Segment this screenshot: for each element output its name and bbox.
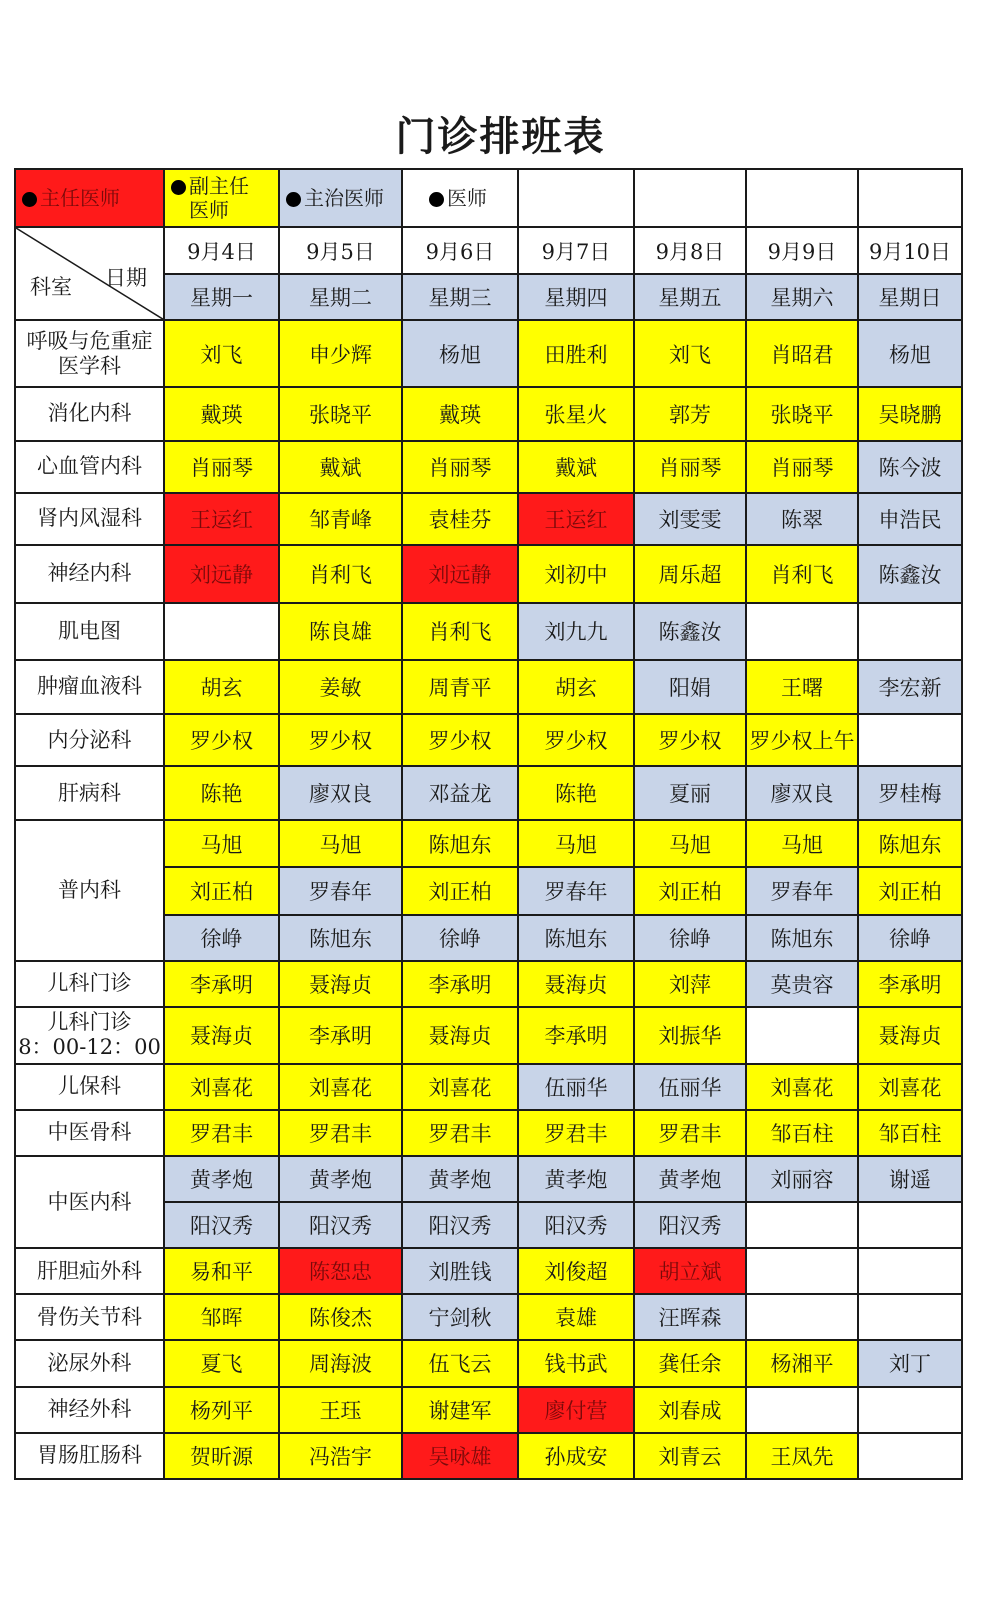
dept-name xyxy=(15,545,164,603)
doctor-cell: 罗君丰 xyxy=(634,1110,746,1156)
schedule-row xyxy=(15,320,962,387)
dept-name-line: 肾内风湿科 xyxy=(37,506,142,531)
doctor-cell: 罗少权 xyxy=(402,714,518,766)
dept-name-line: 内分泌科 xyxy=(47,727,132,752)
doctor-cell xyxy=(858,714,962,766)
doctor-cell: 王曙 xyxy=(746,660,858,714)
doctor-cell xyxy=(746,1007,858,1064)
doctor-cell: 黄孝炮 xyxy=(518,1156,634,1202)
doctor-cell: 徐峥 xyxy=(402,915,518,961)
doctor-cell: 徐峥 xyxy=(634,915,746,961)
doctor-cell xyxy=(858,1294,962,1340)
doctor-cell: 陈旭东 xyxy=(402,820,518,867)
doctor-cell: 周海波 xyxy=(279,1340,402,1386)
doctor-cell: 阳汉秀 xyxy=(164,1202,279,1248)
doctor-cell: 罗君丰 xyxy=(279,1110,402,1156)
doctor-cell: 马旭 xyxy=(279,820,402,867)
doctor-cell: 杨湘平 xyxy=(746,1340,858,1386)
doctor-cell: 张晓平 xyxy=(746,387,858,440)
doctor-cell: 罗少权 xyxy=(279,714,402,766)
doctor-cell: 申浩民 xyxy=(858,493,962,545)
doctor-cell: 陈旭东 xyxy=(518,915,634,961)
doctor-cell: 肖丽琴 xyxy=(164,441,279,493)
schedule-row xyxy=(15,387,962,440)
doctor-cell: 杨列平 xyxy=(164,1387,279,1433)
legend-row xyxy=(15,169,962,227)
date-header: 9月6日 xyxy=(402,227,518,274)
date-header: 9月4日 xyxy=(164,227,279,274)
doctor-cell: 龚任余 xyxy=(634,1340,746,1386)
schedule-row xyxy=(15,1340,962,1386)
doctor-cell: 黄孝炮 xyxy=(279,1156,402,1202)
doctor-cell: 胡玄 xyxy=(164,660,279,714)
doctor-cell: 谢建军 xyxy=(402,1387,518,1433)
dept-name xyxy=(15,1387,164,1433)
legend-empty xyxy=(518,169,634,227)
doctor-cell: 陈翠 xyxy=(746,493,858,545)
doctor-cell: 易和平 xyxy=(164,1248,279,1294)
dept-name-line: 肿瘤血液科 xyxy=(37,674,142,699)
doctor-cell xyxy=(858,1202,962,1248)
schedule-row xyxy=(15,603,962,660)
doctor-cell: 廖双良 xyxy=(746,766,858,820)
dept-name-line: 儿保科 xyxy=(58,1074,121,1099)
dept-name-line: 泌尿外科 xyxy=(47,1350,132,1375)
dept-name-line: 心血管内科 xyxy=(37,454,142,479)
doctor-cell: 刘萍 xyxy=(634,961,746,1007)
doctor-cell: 陈良雄 xyxy=(279,603,402,660)
doctor-cell: 刘喜花 xyxy=(164,1064,279,1110)
dept-name xyxy=(15,493,164,545)
doctor-cell: 吴咏雄 xyxy=(402,1433,518,1479)
dept-name-line: 消化内科 xyxy=(47,401,132,426)
doctor-cell: 罗桂梅 xyxy=(858,766,962,820)
doctor-cell: 刘初中 xyxy=(518,545,634,603)
legend-chief xyxy=(15,169,164,227)
doctor-cell xyxy=(746,1248,858,1294)
bullet-icon xyxy=(171,180,186,195)
doctor-cell: 聂海贞 xyxy=(858,1007,962,1064)
doctor-cell xyxy=(746,603,858,660)
doctor-cell: 廖付营 xyxy=(518,1387,634,1433)
legend-physician-label: 医师 xyxy=(447,186,487,211)
dept-name xyxy=(15,1340,164,1386)
doctor-cell: 陈旭东 xyxy=(279,915,402,961)
schedule-row xyxy=(15,714,962,766)
doctor-cell: 刘喜花 xyxy=(402,1064,518,1110)
legend-physician xyxy=(402,169,518,227)
doctor-cell: 申少辉 xyxy=(279,320,402,387)
doctor-cell xyxy=(858,1248,962,1294)
doctor-cell: 肖利飞 xyxy=(402,603,518,660)
weekday-header: 星期三 xyxy=(402,274,518,320)
schedule-row xyxy=(15,1110,962,1156)
doctor-cell: 张星火 xyxy=(518,387,634,440)
bullet-icon xyxy=(22,192,37,207)
corner-dept-label: 科室 xyxy=(30,275,72,300)
doctor-cell: 李承明 xyxy=(858,961,962,1007)
bullet-icon xyxy=(429,192,444,207)
doctor-cell: 黄孝炮 xyxy=(164,1156,279,1202)
doctor-cell: 陈今波 xyxy=(858,441,962,493)
dept-name xyxy=(15,714,164,766)
doctor-cell: 宁剑秋 xyxy=(402,1294,518,1340)
doctor-cell: 马旭 xyxy=(634,820,746,867)
doctor-cell: 黄孝炮 xyxy=(634,1156,746,1202)
doctor-cell: 徐峥 xyxy=(164,915,279,961)
weekday-header: 星期日 xyxy=(858,274,962,320)
dept-name xyxy=(15,603,164,660)
doctor-cell: 刘飞 xyxy=(634,320,746,387)
doctor-cell: 刘远静 xyxy=(164,545,279,603)
schedule-row xyxy=(15,1248,962,1294)
schedule-row xyxy=(15,441,962,493)
doctor-cell: 阳汉秀 xyxy=(279,1202,402,1248)
dept-name-line: 8：00-12：00 xyxy=(18,1035,161,1060)
date-row xyxy=(15,227,962,274)
doctor-cell: 刘喜花 xyxy=(746,1064,858,1110)
schedule-row xyxy=(15,1294,962,1340)
doctor-cell: 周乐超 xyxy=(634,545,746,603)
corner-header xyxy=(15,227,164,320)
doctor-cell: 刘九九 xyxy=(518,603,634,660)
dept-name xyxy=(15,320,164,387)
dept-name-line: 肝病科 xyxy=(58,780,121,805)
dept-name xyxy=(15,1248,164,1294)
doctor-cell: 刘喜花 xyxy=(279,1064,402,1110)
doctor-cell: 邹晖 xyxy=(164,1294,279,1340)
doctor-cell: 刘正柏 xyxy=(634,867,746,914)
doctor-cell: 钱书武 xyxy=(518,1340,634,1386)
schedule-row xyxy=(15,820,962,867)
date-header: 9月7日 xyxy=(518,227,634,274)
dept-name-line: 呼吸与危重症 xyxy=(26,328,153,353)
doctor-cell: 张晓平 xyxy=(279,387,402,440)
doctor-cell: 阳汉秀 xyxy=(634,1202,746,1248)
doctor-cell: 戴瑛 xyxy=(402,387,518,440)
doctor-cell: 刘振华 xyxy=(634,1007,746,1064)
dept-name-line: 神经内科 xyxy=(47,561,132,586)
dept-name-line: 普内科 xyxy=(58,877,121,902)
doctor-cell: 汪晖森 xyxy=(634,1294,746,1340)
doctor-cell: 肖利飞 xyxy=(279,545,402,603)
doctor-cell: 杨旭 xyxy=(858,320,962,387)
doctor-cell: 聂海贞 xyxy=(518,961,634,1007)
doctor-cell: 聂海贞 xyxy=(164,1007,279,1064)
dept-name xyxy=(15,387,164,440)
doctor-cell: 夏飞 xyxy=(164,1340,279,1386)
schedule-row xyxy=(15,1007,962,1064)
weekday-header: 星期一 xyxy=(164,274,279,320)
doctor-cell: 刘春成 xyxy=(634,1387,746,1433)
doctor-cell: 刘丁 xyxy=(858,1340,962,1386)
doctor-cell xyxy=(858,603,962,660)
doctor-cell: 陈俊杰 xyxy=(279,1294,402,1340)
doctor-cell: 肖利飞 xyxy=(746,545,858,603)
dept-name xyxy=(15,1294,164,1340)
doctor-cell: 陈鑫汝 xyxy=(858,545,962,603)
doctor-cell: 胡立斌 xyxy=(634,1248,746,1294)
dept-name xyxy=(15,766,164,820)
date-header: 9月8日 xyxy=(634,227,746,274)
dept-name xyxy=(15,1064,164,1110)
dept-name-line: 中医内科 xyxy=(47,1189,132,1214)
legend-attending-label: 主治医师 xyxy=(304,186,384,211)
doctor-cell: 刘喜花 xyxy=(858,1064,962,1110)
doctor-cell: 伍飞云 xyxy=(402,1340,518,1386)
doctor-cell: 马旭 xyxy=(164,820,279,867)
date-header: 9月9日 xyxy=(746,227,858,274)
schedule-row xyxy=(15,1433,962,1479)
doctor-cell: 王珏 xyxy=(279,1387,402,1433)
corner-date-label: 日期 xyxy=(105,266,147,291)
doctor-cell: 李承明 xyxy=(518,1007,634,1064)
doctor-cell: 胡玄 xyxy=(518,660,634,714)
doctor-cell: 刘丽容 xyxy=(746,1156,858,1202)
doctor-cell xyxy=(858,1387,962,1433)
doctor-cell: 伍丽华 xyxy=(634,1064,746,1110)
doctor-cell xyxy=(746,1294,858,1340)
doctor-cell: 刘雯雯 xyxy=(634,493,746,545)
legend-chief-label: 主任医师 xyxy=(40,186,120,211)
schedule-row xyxy=(15,660,962,714)
doctor-cell xyxy=(858,1433,962,1479)
dept-name xyxy=(15,961,164,1007)
doctor-cell: 聂海贞 xyxy=(279,961,402,1007)
doctor-cell: 邹青峰 xyxy=(279,493,402,545)
legend-vice-label-1: 副主任 xyxy=(189,174,249,199)
legend-vice-label-2: 医师 xyxy=(189,198,229,223)
doctor-cell: 戴瑛 xyxy=(164,387,279,440)
schedule-row xyxy=(15,961,962,1007)
doctor-cell: 谢遥 xyxy=(858,1156,962,1202)
doctor-cell: 罗君丰 xyxy=(164,1110,279,1156)
doctor-cell xyxy=(746,1387,858,1433)
doctor-cell: 廖双良 xyxy=(279,766,402,820)
doctor-cell: 罗少权 xyxy=(634,714,746,766)
doctor-cell: 李承明 xyxy=(164,961,279,1007)
doctor-cell: 邹百柱 xyxy=(858,1110,962,1156)
doctor-cell: 刘俊超 xyxy=(518,1248,634,1294)
doctor-cell: 陈艳 xyxy=(164,766,279,820)
doctor-cell: 王运红 xyxy=(164,493,279,545)
doctor-cell: 徐峥 xyxy=(858,915,962,961)
doctor-cell: 冯浩宇 xyxy=(279,1433,402,1479)
doctor-cell: 刘正柏 xyxy=(402,867,518,914)
weekday-header: 星期六 xyxy=(746,274,858,320)
doctor-cell: 邓益龙 xyxy=(402,766,518,820)
doctor-cell: 陈恕忠 xyxy=(279,1248,402,1294)
doctor-cell: 陈旭东 xyxy=(746,915,858,961)
doctor-cell: 肖昭君 xyxy=(746,320,858,387)
doctor-cell: 李宏新 xyxy=(858,660,962,714)
schedule-row xyxy=(15,1387,962,1433)
doctor-cell: 刘远静 xyxy=(402,545,518,603)
legend-vice xyxy=(164,169,279,227)
legend-empty xyxy=(634,169,746,227)
doctor-cell: 袁桂芬 xyxy=(402,493,518,545)
dept-name-line: 中医骨科 xyxy=(47,1120,132,1145)
doctor-cell: 邹百柱 xyxy=(746,1110,858,1156)
dept-name xyxy=(15,1433,164,1479)
dept-name-line: 儿科门诊 xyxy=(47,971,132,996)
doctor-cell: 罗春年 xyxy=(279,867,402,914)
doctor-cell xyxy=(746,1202,858,1248)
schedule-row xyxy=(15,766,962,820)
schedule-row xyxy=(15,1064,962,1110)
bullet-icon xyxy=(286,192,301,207)
doctor-cell: 马旭 xyxy=(518,820,634,867)
schedule-row xyxy=(15,1156,962,1202)
doctor-cell: 王凤先 xyxy=(746,1433,858,1479)
doctor-cell: 戴斌 xyxy=(518,441,634,493)
dept-name-line: 医学科 xyxy=(58,353,121,378)
doctor-cell: 周青平 xyxy=(402,660,518,714)
doctor-cell: 罗少权上午 xyxy=(746,714,858,766)
doctor-cell: 罗春年 xyxy=(518,867,634,914)
doctor-cell: 陈艳 xyxy=(518,766,634,820)
doctor-cell: 吴晓鹏 xyxy=(858,387,962,440)
doctor-cell: 杨旭 xyxy=(402,320,518,387)
doctor-cell: 戴斌 xyxy=(279,441,402,493)
doctor-cell: 阳娟 xyxy=(634,660,746,714)
schedule-table xyxy=(14,168,963,1480)
doctor-cell: 罗少权 xyxy=(518,714,634,766)
doctor-cell xyxy=(164,603,279,660)
doctor-cell: 聂海贞 xyxy=(402,1007,518,1064)
doctor-cell: 夏丽 xyxy=(634,766,746,820)
legend-empty xyxy=(858,169,962,227)
doctor-cell: 肖丽琴 xyxy=(402,441,518,493)
doctor-cell: 贺昕源 xyxy=(164,1433,279,1479)
date-header: 9月10日 xyxy=(858,227,962,274)
dept-name-line: 神经外科 xyxy=(47,1396,132,1421)
doctor-cell: 王运红 xyxy=(518,493,634,545)
weekday-header: 星期四 xyxy=(518,274,634,320)
doctor-cell: 刘正柏 xyxy=(858,867,962,914)
doctor-cell: 陈旭东 xyxy=(858,820,962,867)
legend-attending xyxy=(279,169,402,227)
date-header: 9月5日 xyxy=(279,227,402,274)
weekday-header: 星期五 xyxy=(634,274,746,320)
doctor-cell: 孙成安 xyxy=(518,1433,634,1479)
dept-name xyxy=(15,660,164,714)
doctor-cell: 莫贵容 xyxy=(746,961,858,1007)
schedule-row xyxy=(15,545,962,603)
doctor-cell: 刘飞 xyxy=(164,320,279,387)
dept-name xyxy=(15,820,164,960)
doctor-cell: 马旭 xyxy=(746,820,858,867)
legend-empty xyxy=(746,169,858,227)
dept-name-line: 儿科门诊 xyxy=(47,1010,132,1035)
doctor-cell: 罗春年 xyxy=(746,867,858,914)
dept-name xyxy=(15,1007,164,1064)
dept-name-line: 胃肠肛肠科 xyxy=(37,1443,142,1468)
doctor-cell: 李承明 xyxy=(279,1007,402,1064)
page-title: 门诊排班表 xyxy=(395,114,606,160)
doctor-cell: 刘正柏 xyxy=(164,867,279,914)
doctor-cell: 罗君丰 xyxy=(518,1110,634,1156)
doctor-cell: 姜敏 xyxy=(279,660,402,714)
doctor-cell: 袁雄 xyxy=(518,1294,634,1340)
doctor-cell: 黄孝炮 xyxy=(402,1156,518,1202)
doctor-cell: 肖丽琴 xyxy=(746,441,858,493)
dept-name xyxy=(15,1110,164,1156)
dept-name xyxy=(15,1156,164,1248)
doctor-cell: 阳汉秀 xyxy=(402,1202,518,1248)
doctor-cell: 刘青云 xyxy=(634,1433,746,1479)
doctor-cell: 田胜利 xyxy=(518,320,634,387)
dept-name-line: 肌电图 xyxy=(58,618,121,643)
doctor-cell: 李承明 xyxy=(402,961,518,1007)
dept-name xyxy=(15,441,164,493)
schedule-row xyxy=(15,493,962,545)
doctor-cell: 罗君丰 xyxy=(402,1110,518,1156)
dept-name-line: 骨伤关节科 xyxy=(37,1304,142,1329)
doctor-cell: 肖丽琴 xyxy=(634,441,746,493)
doctor-cell: 伍丽华 xyxy=(518,1064,634,1110)
doctor-cell: 郭芳 xyxy=(634,387,746,440)
doctor-cell: 刘胜钱 xyxy=(402,1248,518,1294)
doctor-cell: 罗少权 xyxy=(164,714,279,766)
dept-name-line: 肝胆疝外科 xyxy=(37,1258,142,1283)
doctor-cell: 阳汉秀 xyxy=(518,1202,634,1248)
weekday-header: 星期二 xyxy=(279,274,402,320)
doctor-cell: 陈鑫汝 xyxy=(634,603,746,660)
